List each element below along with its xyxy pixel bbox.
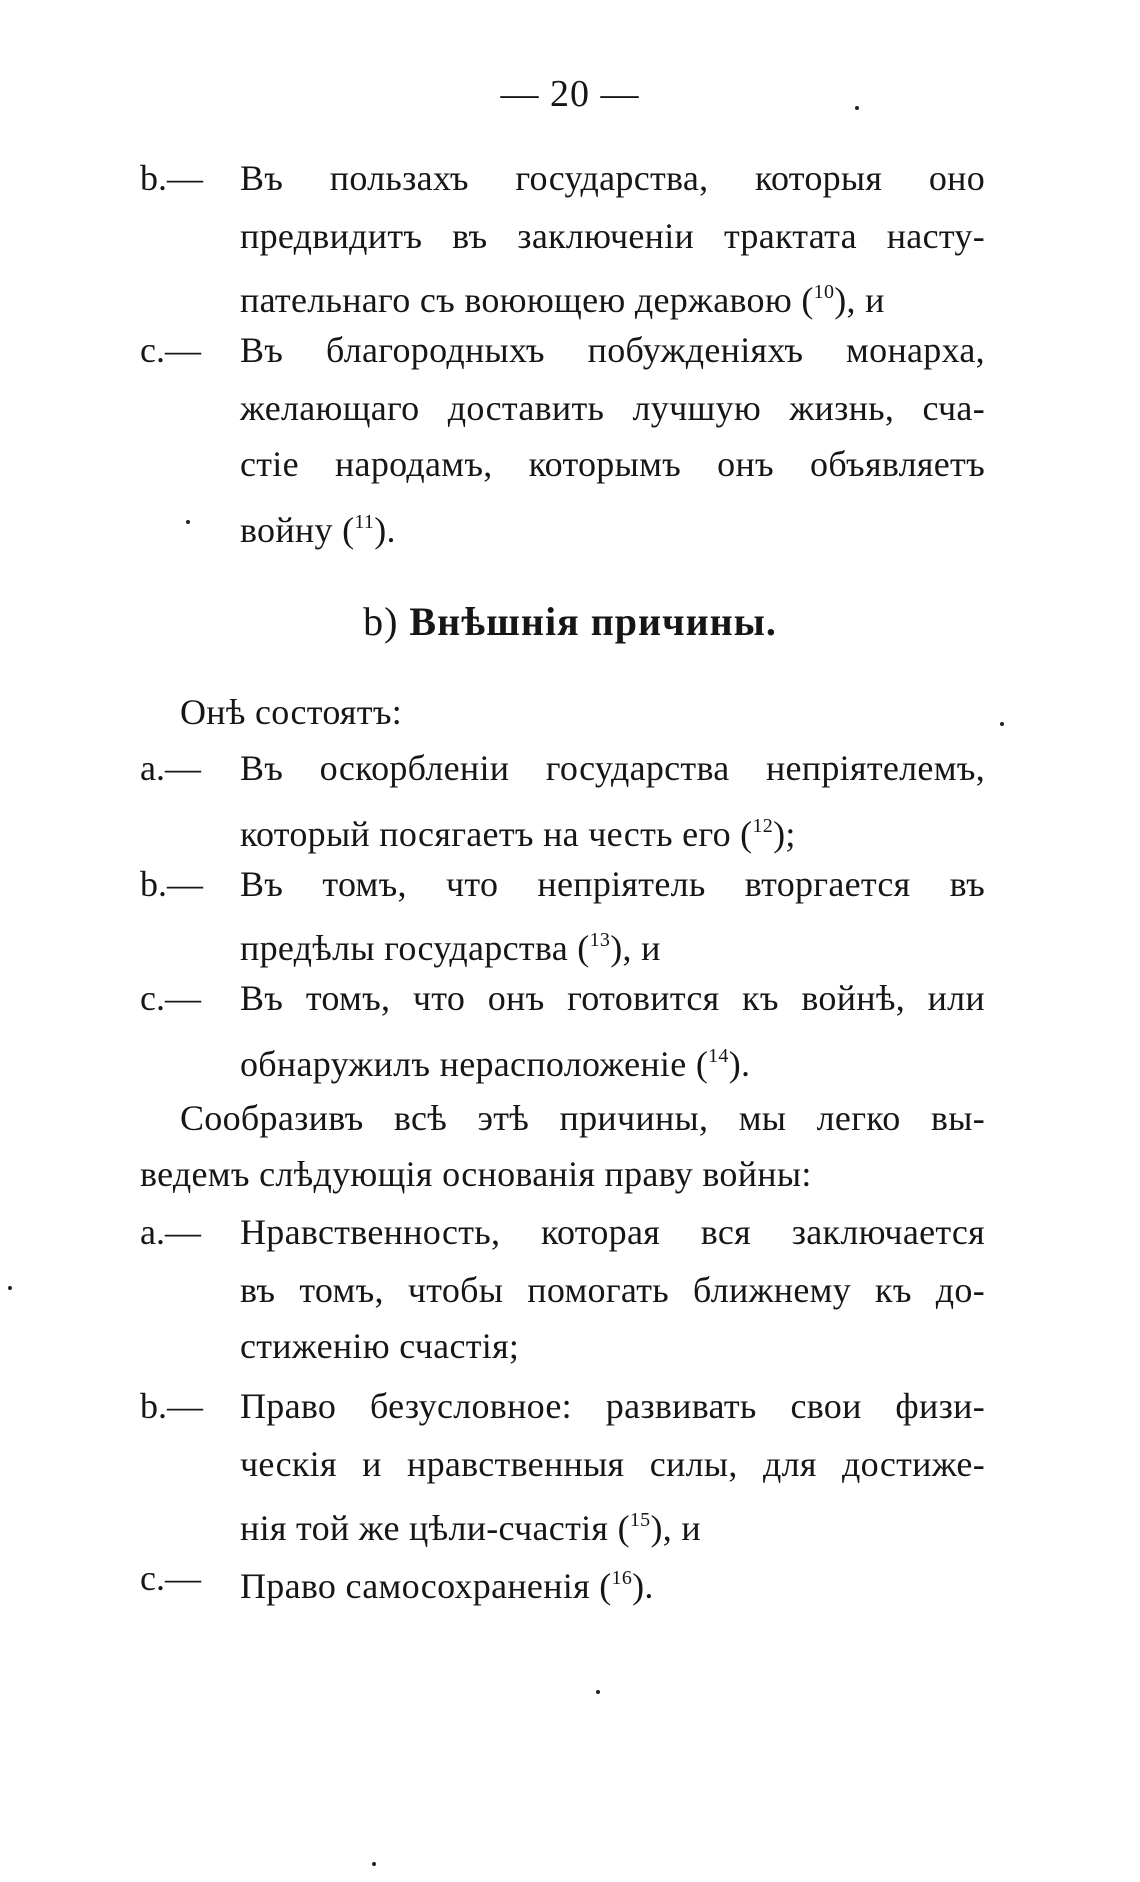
page-number: — 20 — (500, 73, 640, 115)
text-line: стиженію счастія; (240, 1326, 520, 1366)
text-line: въ томъ, чтобы помогать ближнему къ до- (240, 1270, 985, 1310)
text-line: желающаго доставить лучшую жизнь, сча- (240, 388, 985, 428)
footnote-ref: 15 (629, 1509, 651, 1531)
text-line: Нравственность, которая вся заключается (240, 1212, 985, 1252)
text-line: который посягаетъ на честь его ($^{12}$); (240, 814, 796, 854)
text-line: Въ томъ, что онъ готовится къ войнѣ, или (240, 978, 985, 1018)
text-line: Въ оскорбленіи государства непріятелемъ, (240, 748, 985, 788)
footnote-ref: 12 (752, 815, 774, 837)
footnote-ref: 13 (589, 929, 611, 951)
footnote-ref: 10 (813, 281, 835, 303)
item-marker-a: a.— (140, 748, 201, 788)
scan-speck (596, 1690, 600, 1694)
scan-speck (186, 520, 190, 524)
item-marker-b: b.— (140, 1386, 203, 1426)
text-line: нія той же цѣли-счастія ($^{15}$), и (240, 1508, 701, 1548)
text-line: стіе народамъ, которымъ онъ объявляетъ (240, 444, 985, 484)
footnote-ref: 16 (611, 1567, 633, 1589)
text-line: Право безусловное: развивать свои физи- (240, 1386, 985, 1426)
item-marker-c: c.— (140, 1558, 201, 1598)
text-line: обнаружилъ нерасположеніе ($^{14}$). (240, 1044, 751, 1084)
footnote-ref: 14 (708, 1045, 729, 1067)
item-marker-c: c.— (140, 330, 201, 370)
text-line: ведемъ слѣдующія основанія праву войны: (140, 1154, 812, 1194)
text-line: Въ пользахъ государства, которыя оно (240, 158, 985, 198)
item-marker-a: a.— (140, 1212, 201, 1252)
text-line: ческія и нравственныя силы, для достиже- (240, 1444, 985, 1484)
item-marker-b: b.— (140, 158, 203, 198)
item-marker-c: c.— (140, 978, 201, 1018)
scan-speck (1000, 722, 1004, 726)
item-marker-b: b.— (140, 864, 203, 904)
scan-speck (372, 1862, 376, 1866)
text-line: предвидитъ въ заключеніи трактата насту- (240, 216, 985, 256)
text-line: Сообразивъ всѣ этѣ причины, мы легко вы- (180, 1098, 985, 1138)
section-letter: b) (363, 599, 399, 644)
footnote-ref: 11 (354, 511, 375, 533)
section-title: Внѣшнія причины. (409, 599, 777, 644)
intro-line: Онѣ состоятъ: (180, 692, 403, 732)
text-line: предѣлы государства ($^{13}$), и (240, 928, 661, 968)
section-heading (0, 598, 1140, 646)
text-line: Въ томъ, что непріятель вторгается въ (240, 864, 985, 904)
text-line: пательнаго съ воюющею державою ($^{10}$), и (240, 280, 885, 320)
scan-speck (855, 106, 859, 110)
text-line: Въ благородныхъ побужденіяхъ монарха, (240, 330, 985, 370)
scan-speck (8, 1286, 12, 1290)
text-line: войну ($^{11}$). (240, 510, 396, 550)
text-line: Право самосохраненія ($^{16}$). (240, 1566, 654, 1606)
